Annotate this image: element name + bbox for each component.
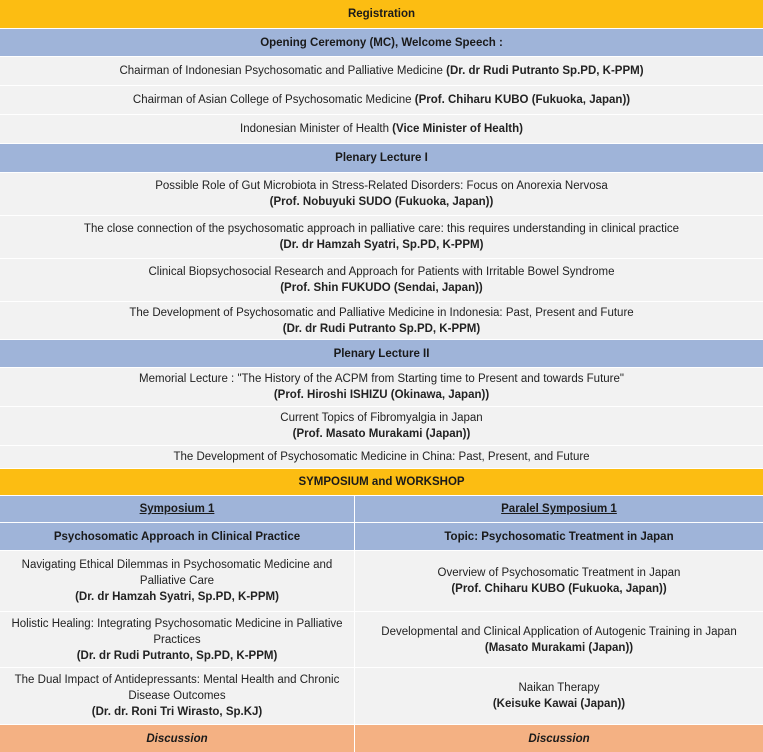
opening-header: Opening Ceremony (MC), Welcome Speech : [260, 36, 503, 49]
discussion-label: Discussion [528, 732, 590, 745]
talk-speaker: (Prof. Chiharu KUBO (Fukuoka, Japan)) [451, 583, 667, 595]
opening-item-row [0, 86, 763, 115]
symposium-left-item [0, 668, 355, 724]
lecture-row [0, 216, 763, 259]
symposium-left-item [0, 551, 355, 611]
lecture-title: The Development of Psychosomatic Medicine in China: Past, Present, and Future [173, 451, 590, 463]
opening-name: (Dr. dr Rudi Putranto Sp.PD, K-PPM) [446, 65, 644, 77]
opening-role: Chairman of Indonesian Psychosomatic and Palliative Medicine [119, 65, 447, 77]
lecture-row [0, 407, 763, 446]
talk-title: Developmental and Clinical Application of Autogenic Training in Japan [381, 625, 737, 638]
talk-title: The Dual Impact of Antidepressants: Mental Health and Chronic Disease Outcomes [14, 674, 340, 702]
symposium-header-row [0, 469, 763, 496]
lecture-row [0, 259, 763, 302]
symposium-left-label: Symposium 1 [139, 503, 215, 515]
talk-title: Navigating Ethical Dilemmas in Psychosomatic Medicine and Palliative Care [21, 559, 333, 587]
symposium-right-topic-cell [355, 523, 763, 550]
symposium-right-label-cell [355, 496, 763, 522]
opening-header-row [0, 29, 763, 57]
talk-speaker: (Keisuke Kawai (Japan)) [492, 698, 626, 710]
symposium-item-row [0, 668, 763, 725]
talk-speaker: (Masato Murakami (Japan)) [484, 641, 634, 654]
discussion-row [0, 725, 763, 752]
symposium-left-topic-cell [0, 523, 355, 550]
lecture-title: Memorial Lecture : "The History of the ACPM from Starting time to Present and towards Future" [139, 373, 624, 385]
symposium-left-discussion [0, 725, 355, 752]
opening-item [133, 94, 630, 106]
plenary2-header-row [0, 340, 763, 368]
symposium-right-item [355, 551, 763, 611]
plenary1-header-row [0, 144, 763, 173]
opening-item-row [0, 115, 763, 144]
opening-role: Indonesian Minister of Health [240, 123, 393, 135]
plenary2-header: Plenary Lecture II [333, 347, 430, 360]
talk-speaker: (Dr. dr. Roni Tri Wirasto, Sp.KJ) [91, 706, 263, 718]
lecture-row [0, 446, 763, 469]
opening-name: (Prof. Chiharu KUBO (Fukuoka, Japan)) [414, 94, 631, 106]
symposium-right-label: Paralel Symposium 1 [501, 503, 617, 515]
lecture-title: Current Topics of Fibromyalgia in Japan [280, 412, 483, 424]
symposium-header: SYMPOSIUM and WORKSHOP [298, 476, 465, 488]
symposium-left-item [0, 612, 355, 667]
lecture-speaker: (Prof. Masato Murakami (Japan)) [292, 428, 471, 440]
lecture-title: Possible Role of Gut Microbiota in Stress-Related Disorders: Focus on Anorexia Nervosa [155, 180, 608, 192]
lecture-title: The close connection of the psychosomatic approach in palliative care: this requires understanding in clinical practice [83, 223, 680, 235]
talk-title: Naikan Therapy [518, 682, 600, 694]
registration-label: Registration [347, 8, 416, 20]
symposium-right-discussion [355, 725, 763, 752]
registration-row [0, 0, 763, 29]
lecture-title: The Development of Psychosomatic and Palliative Medicine in Indonesia: Past, Present and Future [129, 306, 634, 319]
talk-title: Holistic Healing: Integrating Psychosomatic Medicine in Palliative Practices [11, 617, 343, 646]
lecture-speaker: (Prof. Shin FUKUDO (Sendai, Japan)) [280, 282, 483, 294]
talk-speaker: (Dr. dr Rudi Putranto, Sp.PD, K-PPM) [76, 649, 278, 662]
opening-item [119, 65, 643, 77]
talk-speaker: (Dr. dr Hamzah Syatri, Sp.PD, K-PPM) [75, 591, 279, 603]
plenary1-header: Plenary Lecture I [335, 152, 428, 164]
symposium-left-topic: Psychosomatic Approach in Clinical Practice [53, 530, 301, 543]
lecture-row [0, 368, 763, 407]
symposium-right-item [355, 612, 763, 667]
opening-role: Chairman of Asian College of Psychosomatic Medicine [132, 94, 415, 106]
discussion-label: Discussion [146, 732, 208, 745]
symposium-right-item [355, 668, 763, 724]
lecture-row [0, 173, 763, 216]
symposium-left-label-cell [0, 496, 355, 522]
opening-item [240, 123, 523, 135]
symposium-label-row [0, 496, 763, 523]
symposium-item-row [0, 551, 763, 612]
talk-title: Overview of Psychosomatic Treatment in Japan [437, 567, 681, 579]
lecture-speaker: (Dr. dr Hamzah Syatri, Sp.PD, K-PPM) [279, 239, 484, 251]
lecture-speaker: (Prof. Hiroshi ISHIZU (Okinawa, Japan)) [273, 389, 490, 401]
lecture-speaker: (Prof. Nobuyuki SUDO (Fukuoka, Japan)) [269, 196, 494, 208]
lecture-row [0, 302, 763, 340]
symposium-topic-row [0, 523, 763, 551]
lecture-title: Clinical Biopsychosocial Research and Approach for Patients with Irritable Bowel Syndrome [148, 266, 615, 278]
symposium-right-topic: Topic: Psychosomatic Treatment in Japan [444, 530, 674, 543]
opening-name: (Vice Minister of Health) [392, 123, 523, 135]
lecture-speaker: (Dr. dr Rudi Putranto Sp.PD, K-PPM) [282, 322, 481, 335]
opening-item-row [0, 57, 763, 86]
symposium-item-row [0, 612, 763, 668]
